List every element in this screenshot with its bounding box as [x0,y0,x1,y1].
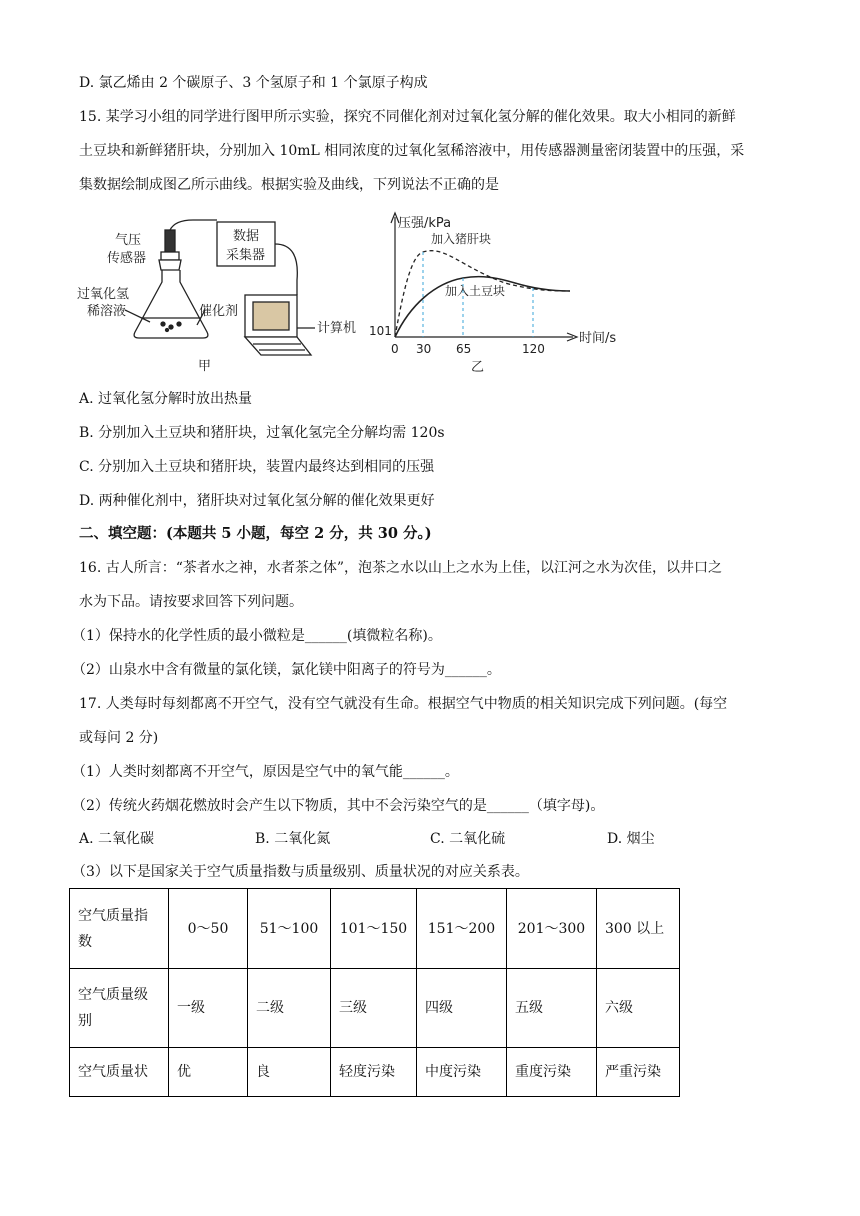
table-cell: 三级 [331,969,417,1048]
table-cell: 空气质量状 [70,1048,169,1097]
table-cell: 201～300 [507,889,597,969]
figure-yi-chart [365,205,640,377]
table-cell: 五级 [507,969,597,1048]
table-cell: 中度污染 [417,1048,507,1097]
caption-jia: 甲 [198,359,212,374]
table-cell: 300 以上 [597,889,680,969]
x-tick-120: 120 [522,342,545,356]
table-cell: 良 [248,1048,331,1097]
q17-option-a: A. 二氧化碳 [79,831,155,847]
y-origin-label: 101 [369,324,392,338]
air-quality-table [69,888,680,1097]
q15-stem-line3: 集数据绘制成图乙所示曲线。根据实验及曲线，下列说法不正确的是 [79,177,499,193]
pressure-sensor [165,230,175,252]
q17-sub3: （3）以下是国家关于空气质量指数与质量级别、质量状况的对应关系表。 [72,864,529,880]
table-row [70,889,680,969]
table-cell: 优 [169,1048,248,1097]
label-solution-1: 过氧化氢 [77,287,130,302]
label-sensor-2: 传感器 [107,251,147,266]
table-cell: 151～200 [417,889,507,969]
table-cell: 严重污染 [597,1048,680,1097]
x-tick-65: 65 [456,342,472,356]
q17-option-b: B. 二氧化氮 [255,831,331,847]
label-computer: 计算机 [317,321,357,336]
table-cell: 一级 [169,969,248,1048]
y-axis-label: 压强/kPa [398,216,452,231]
table-cell: 空气质量指数 [70,889,169,969]
q15-option-a: A. 过氧化氢分解时放出热量 [79,391,253,407]
q16-stem-line1: 16. 古人所言：“茶者水之神，水者茶之体”，泡茶之水以山上之水为上佳，以江河之水为次佳，以井口之 [79,560,723,576]
table-cell: 101～150 [331,889,417,969]
q16-stem-line2: 水为下品。请按要求回答下列问题。 [79,594,303,610]
table-cell: 二级 [248,969,331,1048]
table-cell: 重度污染 [507,1048,597,1097]
table-cell: 六级 [597,969,680,1048]
q15-option-c: C. 分别加入土豆块和猪肝块，装置内最终达到相同的压强 [79,459,435,475]
label-collector-1: 数据 [233,229,260,244]
label-catalyst: 催化剂 [199,304,239,319]
section-fill-in-title: 二、填空题：(本题共 5 小题，每空 2 分，共 30 分。) [79,525,432,542]
q15-option-d: D. 两种催化剂中，猪肝块对过氧化氢分解的催化效果更好 [79,493,435,509]
x-tick-30: 30 [416,342,432,356]
q17-stem-line1: 17. 人类每时每刻都离不开空气，没有空气就没有生命。根据空气中物质的相关知识完成下列问题。(每空 [79,696,728,712]
table-row [70,1048,680,1097]
caption-yi: 乙 [471,360,485,375]
q17-sub2: （2）传统火药烟花燃放时会产生以下物质，其中不会污染空气的是______（填字母)。 [72,798,605,814]
q17-option-d: D. 烟尘 [607,831,655,847]
q15-option-b: B. 分别加入土豆块和猪肝块，过氧化氢完全分解均需 120s [79,425,445,441]
label-solution-2: 稀溶液 [87,304,127,319]
q17-sub1: （1）人类时刻都离不开空气，原因是空气中的氧气能______。 [72,764,459,780]
q15-stem-line2: 土豆块和新鲜猪肝块，分别加入 10mL 相同浓度的过氧化氢稀溶液中，用传感器测量密闭装置中的压强，采 [79,143,745,159]
table-cell: 51～100 [248,889,331,969]
figure-jia-apparatus [75,210,385,375]
table-cell: 0～50 [169,889,248,969]
label-liver: 加入猪肝块 [431,232,492,246]
label-collector-2: 采集器 [226,248,266,263]
q14-option-d: D. 氯乙烯由 2 个碳原子、3 个氢原子和 1 个氯原子构成 [79,75,428,91]
table-cell: 轻度污染 [331,1048,417,1097]
q16-sub1: （1）保持水的化学性质的最小微粒是______(填微粒名称)。 [72,628,442,644]
label-potato: 加入土豆块 [445,284,506,298]
q17-stem-line2: 或每问 2 分) [79,730,159,746]
q15-stem-line1: 15. 某学习小组的同学进行图甲所示实验，探究不同催化剂对过氧化氢分解的催化效果。取大小相同的新鲜 [79,109,736,125]
x-origin-label: 0 [391,342,399,356]
label-sensor-1: 气压 [115,233,142,248]
q16-sub2: （2）山泉水中含有微量的氯化镁，氯化镁中阳离子的符号为______。 [72,662,501,678]
q17-option-c: C. 二氧化硫 [430,831,506,847]
table-cell: 四级 [417,969,507,1048]
table-row [70,969,680,1048]
x-axis-label: 时间/s [579,331,617,346]
table-cell: 空气质量级别 [70,969,169,1048]
